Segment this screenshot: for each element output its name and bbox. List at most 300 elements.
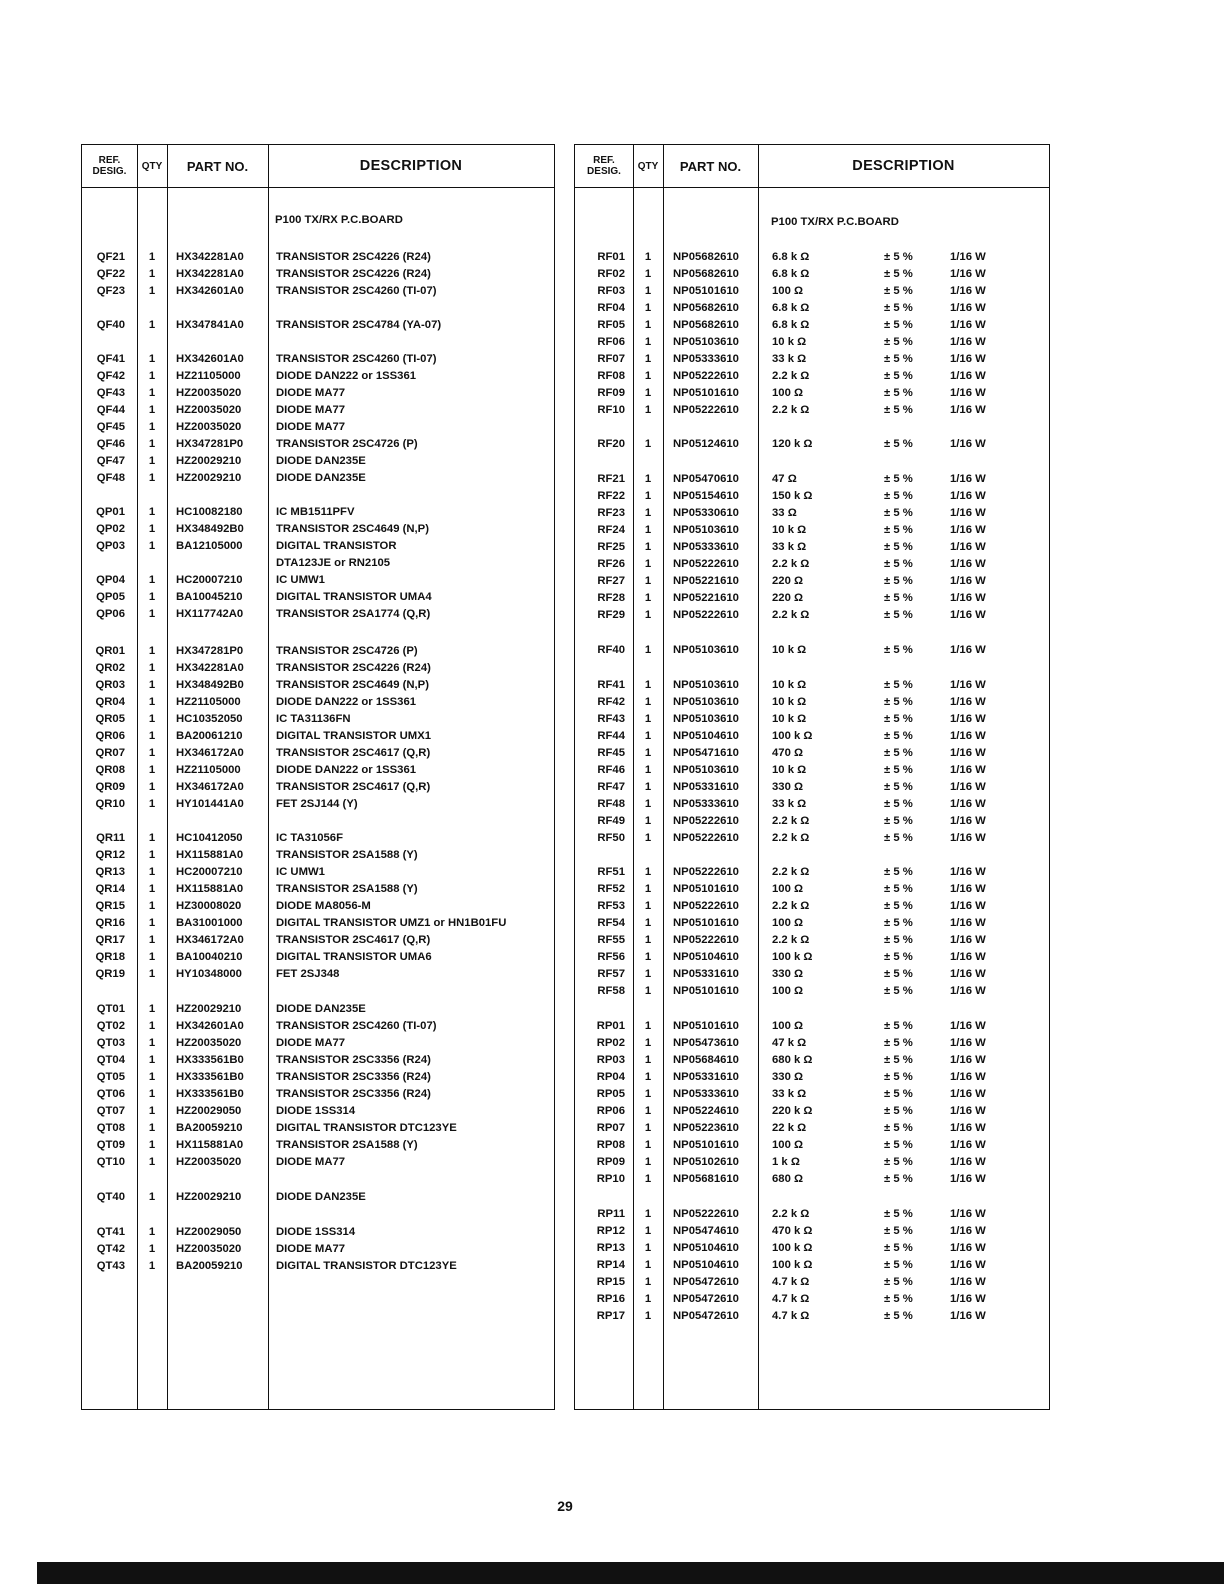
- table-row: [82, 385, 554, 402]
- cell-ref-desig: RP06: [596, 1105, 625, 1117]
- cell-resistance-value: 6.8 k Ω: [772, 302, 810, 314]
- cell-part-no: NP05472610: [673, 1276, 739, 1288]
- cell-qty: 1: [644, 1208, 652, 1220]
- cell-description: TRANSISTOR 2SC4260 (TI-07): [276, 1020, 437, 1032]
- cell-description: TRANSISTOR 2SA1588 (Y): [276, 883, 418, 895]
- cell-tolerance: ± 5 %: [884, 815, 913, 827]
- cell-qty: 1: [644, 1173, 652, 1185]
- cell-tolerance: ± 5 %: [884, 575, 913, 587]
- table-row: [82, 589, 554, 606]
- cell-ref-desig: QP04: [96, 574, 125, 586]
- cell-wattage: 1/16 W: [950, 473, 986, 485]
- cell-resistance-value: 330 Ω: [772, 968, 804, 980]
- table-row: [575, 642, 1049, 659]
- cell-qty: 1: [644, 592, 652, 604]
- table-row: [575, 796, 1049, 813]
- cell-part-no: NP05101610: [673, 985, 739, 997]
- table-row: [575, 1291, 1049, 1308]
- cell-description: TRANSISTOR 2SC3356 (R24): [276, 1071, 431, 1083]
- cell-ref-desig: RF10: [597, 404, 625, 416]
- cell-ref-desig: QR02: [95, 662, 125, 674]
- cell-ref-desig: QR09: [95, 781, 125, 793]
- cell-qty: 1: [644, 1225, 652, 1237]
- table-row: [575, 813, 1049, 830]
- cell-qty: 1: [148, 540, 156, 552]
- cell-description: TRANSISTOR 2SC4617 (Q,R): [276, 934, 431, 946]
- cell-ref-desig: RF25: [597, 541, 625, 553]
- cell-qty: 1: [644, 1259, 652, 1271]
- cell-qty: 1: [148, 1122, 156, 1134]
- cell-resistance-value: 22 k Ω: [772, 1122, 807, 1134]
- cell-ref-desig: RF43: [597, 713, 625, 725]
- cell-tolerance: ± 5 %: [884, 798, 913, 810]
- cell-part-no: NP05221610: [673, 575, 739, 587]
- cell-ref-desig: QP01: [96, 506, 125, 518]
- cell-ref-desig: RF21: [597, 473, 625, 485]
- cell-ref-desig: QF40: [96, 319, 125, 331]
- table-row: [575, 1223, 1049, 1240]
- cell-qty: 1: [148, 319, 156, 331]
- cell-ref-desig: QR18: [95, 951, 125, 963]
- cell-qty: 1: [148, 1037, 156, 1049]
- table-row: [82, 796, 554, 813]
- cell-part-no: HX342281A0: [176, 268, 244, 280]
- cell-resistance-value: 10 k Ω: [772, 713, 807, 725]
- cell-part-no: HC10082180: [176, 506, 243, 518]
- cell-part-no: HX342601A0: [176, 285, 244, 297]
- cell-part-no: HX333561B0: [176, 1088, 244, 1100]
- cell-tolerance: ± 5 %: [884, 1037, 913, 1049]
- cell-tolerance: ± 5 %: [884, 1242, 913, 1254]
- cell-tolerance: ± 5 %: [884, 1225, 913, 1237]
- cell-part-no: NP05101610: [673, 387, 739, 399]
- cell-description: FET 2SJ144 (Y): [276, 798, 358, 810]
- cell-ref-desig: RF44: [597, 730, 625, 742]
- cell-qty: 1: [148, 608, 156, 620]
- cell-description: DIGITAL TRANSISTOR UMA6: [276, 951, 432, 963]
- table-row: [575, 1206, 1049, 1223]
- cell-resistance-value: 100 Ω: [772, 883, 804, 895]
- cell-ref-desig: QT42: [96, 1243, 125, 1255]
- table-row: [82, 1001, 554, 1018]
- cell-qty: 1: [644, 764, 652, 776]
- cell-ref-desig: RF28: [597, 592, 625, 604]
- cell-qty: 1: [148, 934, 156, 946]
- cell-wattage: 1/16 W: [950, 1037, 986, 1049]
- cell-ref-desig: RP07: [596, 1122, 625, 1134]
- cell-qty: 1: [644, 1105, 652, 1117]
- cell-ref-desig: QP02: [96, 523, 125, 535]
- cell-part-no: NP05124610: [673, 438, 739, 450]
- cell-wattage: 1/16 W: [950, 644, 986, 656]
- cell-part-no: NP05470610: [673, 473, 739, 485]
- board-title: P100 TX/RX P.C.BOARD: [275, 214, 403, 226]
- cell-part-no: HX346172A0: [176, 934, 244, 946]
- cell-ref-desig: RP08: [596, 1139, 625, 1151]
- table-row: [82, 728, 554, 745]
- cell-wattage: 1/16 W: [950, 1105, 986, 1117]
- cell-resistance-value: 330 Ω: [772, 1071, 804, 1083]
- cell-resistance-value: 150 k Ω: [772, 490, 813, 502]
- cell-description: TRANSISTOR 2SC4726 (P): [276, 645, 418, 657]
- cell-wattage: 1/16 W: [950, 575, 986, 587]
- cell-part-no: BA31001000: [176, 917, 243, 929]
- table-row: [575, 966, 1049, 983]
- cell-qty: 1: [644, 1037, 652, 1049]
- cell-ref-desig: QR19: [95, 968, 125, 980]
- cell-part-no: HX346172A0: [176, 747, 244, 759]
- cell-description: TRANSISTOR 2SC4260 (TI-07): [276, 353, 437, 365]
- cell-qty: 1: [644, 1156, 652, 1168]
- cell-part-no: BA20061210: [176, 730, 243, 742]
- cell-resistance-value: 100 k Ω: [772, 1259, 813, 1271]
- cell-part-no: NP05473610: [673, 1037, 739, 1049]
- cell-qty: 1: [148, 866, 156, 878]
- cell-part-no: BA20059210: [176, 1260, 243, 1272]
- cell-ref-desig: QR10: [95, 798, 125, 810]
- table-row: [575, 1103, 1049, 1120]
- cell-resistance-value: 33 Ω: [772, 507, 797, 519]
- cell-qty: 1: [148, 1088, 156, 1100]
- cell-resistance-value: 10 k Ω: [772, 696, 807, 708]
- cell-qty: 1: [148, 832, 156, 844]
- table-row: [575, 762, 1049, 779]
- table-row: [82, 1103, 554, 1120]
- cell-part-no: NP05101610: [673, 1020, 739, 1032]
- cell-ref-desig: RF03: [597, 285, 625, 297]
- cell-qty: 1: [148, 1071, 156, 1083]
- cell-resistance-value: 10 k Ω: [772, 524, 807, 536]
- table-row: [575, 1069, 1049, 1086]
- cell-part-no: NP05101610: [673, 883, 739, 895]
- cell-ref-desig: QF48: [96, 472, 125, 484]
- cell-part-no: NP05103610: [673, 696, 739, 708]
- cell-wattage: 1/16 W: [950, 1088, 986, 1100]
- cell-tolerance: ± 5 %: [884, 507, 913, 519]
- cell-ref-desig: QF45: [96, 421, 125, 433]
- table-row: [575, 505, 1049, 522]
- cell-ref-desig: RF41: [597, 679, 625, 691]
- cell-ref-desig: QR05: [95, 713, 125, 725]
- cell-tolerance: ± 5 %: [884, 541, 913, 553]
- cell-ref-desig: QR08: [95, 764, 125, 776]
- cell-ref-desig: RF02: [597, 268, 625, 280]
- cell-qty: 1: [148, 798, 156, 810]
- cell-qty: 1: [148, 1191, 156, 1203]
- table-row: [575, 590, 1049, 607]
- cell-part-no: NP05222610: [673, 370, 739, 382]
- cell-tolerance: ± 5 %: [884, 934, 913, 946]
- cell-qty: 1: [148, 1054, 156, 1066]
- cell-ref-desig: RP10: [596, 1173, 625, 1185]
- table-row: [82, 521, 554, 538]
- cell-ref-desig: RP15: [596, 1276, 625, 1288]
- cell-part-no: HZ20029210: [176, 1003, 242, 1015]
- table-row: [82, 1137, 554, 1154]
- cell-ref-desig: QT07: [96, 1105, 125, 1117]
- cell-part-no: HX342281A0: [176, 251, 244, 263]
- cell-part-no: NP05101610: [673, 917, 739, 929]
- cell-resistance-value: 33 k Ω: [772, 798, 807, 810]
- cell-description: DIGITAL TRANSISTOR UMZ1 or HN1B01FU: [276, 917, 507, 929]
- cell-tolerance: ± 5 %: [884, 1310, 913, 1322]
- table-row: [575, 471, 1049, 488]
- cell-qty: 1: [644, 900, 652, 912]
- cell-part-no: NP05102610: [673, 1156, 739, 1168]
- table-row: [575, 949, 1049, 966]
- cell-qty: 1: [148, 353, 156, 365]
- cell-ref-desig: RF29: [597, 609, 625, 621]
- cell-qty: 1: [644, 370, 652, 382]
- cell-ref-desig: RP04: [596, 1071, 625, 1083]
- header-part-no: PART NO.: [186, 158, 249, 174]
- table-row: [575, 983, 1049, 1000]
- cell-tolerance: ± 5 %: [884, 268, 913, 280]
- cell-wattage: 1/16 W: [950, 815, 986, 827]
- cell-description: IC TA31136FN: [276, 713, 351, 725]
- cell-description: DIODE DAN235E: [276, 1003, 366, 1015]
- cell-tolerance: ± 5 %: [884, 832, 913, 844]
- cell-tolerance: ± 5 %: [884, 883, 913, 895]
- table-row: [82, 694, 554, 711]
- cell-qty: 1: [148, 1020, 156, 1032]
- cell-resistance-value: 220 k Ω: [772, 1105, 813, 1117]
- cell-tolerance: ± 5 %: [884, 319, 913, 331]
- table-row: [575, 1137, 1049, 1154]
- cell-qty: 1: [148, 438, 156, 450]
- cell-description: TRANSISTOR 2SA1588 (Y): [276, 849, 418, 861]
- table-row: [575, 898, 1049, 915]
- cell-qty: 1: [148, 472, 156, 484]
- cell-ref-desig: RF46: [597, 764, 625, 776]
- cell-ref-desig: RP14: [596, 1259, 625, 1271]
- cell-qty: 1: [148, 696, 156, 708]
- cell-resistance-value: 4.7 k Ω: [772, 1310, 810, 1322]
- cell-qty: 1: [644, 815, 652, 827]
- cell-wattage: 1/16 W: [950, 370, 986, 382]
- table-row: [575, 1086, 1049, 1103]
- cell-qty: 1: [644, 883, 652, 895]
- cell-ref-desig: QT40: [96, 1191, 125, 1203]
- cell-wattage: 1/16 W: [950, 883, 986, 895]
- table-row: [575, 556, 1049, 573]
- cell-ref-desig: RP13: [596, 1242, 625, 1254]
- cell-description: DIODE MA77: [276, 1156, 346, 1168]
- cell-tolerance: ± 5 %: [884, 473, 913, 485]
- cell-part-no: BA10045210: [176, 591, 243, 603]
- table-row: [575, 334, 1049, 351]
- cell-wattage: 1/16 W: [950, 679, 986, 691]
- cell-resistance-value: 100 Ω: [772, 985, 804, 997]
- cell-ref-desig: QF46: [96, 438, 125, 450]
- cell-description: TRANSISTOR 2SC4617 (Q,R): [276, 781, 431, 793]
- cell-wattage: 1/16 W: [950, 1139, 986, 1151]
- cell-wattage: 1/16 W: [950, 404, 986, 416]
- cell-resistance-value: 6.8 k Ω: [772, 268, 810, 280]
- cell-description: IC UMW1: [276, 866, 325, 878]
- cell-qty: 1: [148, 404, 156, 416]
- cell-qty: 1: [644, 917, 652, 929]
- table-row: [575, 864, 1049, 881]
- cell-qty: 1: [148, 591, 156, 603]
- cell-description: DIODE DAN235E: [276, 1191, 366, 1203]
- table-row: [575, 368, 1049, 385]
- table-row: [575, 402, 1049, 419]
- table-row: [82, 966, 554, 983]
- cell-wattage: 1/16 W: [950, 285, 986, 297]
- header-qty: QTY: [637, 160, 659, 172]
- cell-qty: 1: [644, 832, 652, 844]
- table-row: [575, 694, 1049, 711]
- cell-ref-desig: RF20: [597, 438, 625, 450]
- cell-ref-desig: RF53: [597, 900, 625, 912]
- cell-qty: 1: [148, 268, 156, 280]
- cell-tolerance: ± 5 %: [884, 1122, 913, 1134]
- cell-description: DIODE DAN222 or 1SS361: [276, 696, 417, 708]
- cell-qty: 1: [644, 951, 652, 963]
- cell-ref-desig: QR07: [95, 747, 125, 759]
- cell-part-no: HY10348000: [176, 968, 242, 980]
- cell-ref-desig: QF23: [96, 285, 125, 297]
- cell-wattage: 1/16 W: [950, 951, 986, 963]
- cell-part-no: NP05682610: [673, 302, 739, 314]
- table-row: [82, 1069, 554, 1086]
- cell-ref-desig: RP01: [596, 1020, 625, 1032]
- cell-qty: 1: [148, 900, 156, 912]
- cell-resistance-value: 220 Ω: [772, 575, 804, 587]
- cell-description: DIODE MA77: [276, 387, 346, 399]
- cell-ref-desig: QT08: [96, 1122, 125, 1134]
- cell-resistance-value: 33 k Ω: [772, 353, 807, 365]
- cell-part-no: HX347281P0: [176, 438, 244, 450]
- cell-qty: 1: [644, 713, 652, 725]
- cell-resistance-value: 10 k Ω: [772, 764, 807, 776]
- cell-wattage: 1/16 W: [950, 1071, 986, 1083]
- cell-part-no: HC10352050: [176, 713, 243, 725]
- cell-resistance-value: 330 Ω: [772, 781, 804, 793]
- cell-qty: 1: [644, 1054, 652, 1066]
- cell-ref-desig: QR16: [95, 917, 125, 929]
- cell-wattage: 1/16 W: [950, 302, 986, 314]
- cell-wattage: 1/16 W: [950, 353, 986, 365]
- cell-part-no: NP05222610: [673, 866, 739, 878]
- table-row: [82, 779, 554, 796]
- cell-ref-desig: RP03: [596, 1054, 625, 1066]
- cell-ref-desig: RP02: [596, 1037, 625, 1049]
- cell-qty: 1: [644, 696, 652, 708]
- cell-part-no: NP05681610: [673, 1173, 739, 1185]
- cell-qty: 1: [148, 645, 156, 657]
- cell-description: DIGITAL TRANSISTOR DTC123YE: [276, 1122, 457, 1134]
- cell-ref-desig: QR11: [96, 832, 125, 844]
- cell-qty: 1: [644, 1122, 652, 1134]
- cell-part-no: NP05221610: [673, 592, 739, 604]
- table-row: [575, 436, 1049, 453]
- table-row: [82, 1258, 554, 1275]
- cell-part-no: HX115881A0: [176, 1139, 244, 1151]
- cell-ref-desig: RF42: [597, 696, 625, 708]
- cell-ref-desig: QP05: [96, 591, 125, 603]
- cell-wattage: 1/16 W: [950, 438, 986, 450]
- table-row: [575, 522, 1049, 539]
- cell-description: TRANSISTOR 2SC3356 (R24): [276, 1088, 431, 1100]
- table-row: [575, 1154, 1049, 1171]
- cell-tolerance: ± 5 %: [884, 644, 913, 656]
- cell-resistance-value: 47 Ω: [772, 473, 797, 485]
- table-row: [575, 1120, 1049, 1137]
- cell-part-no: HX342281A0: [176, 662, 244, 674]
- cell-part-no: NP05333610: [673, 353, 739, 365]
- cell-qty: 1: [644, 575, 652, 587]
- table-row: [575, 1274, 1049, 1291]
- cell-qty: 1: [148, 1003, 156, 1015]
- table-row: [575, 932, 1049, 949]
- cell-description: DIODE DAN222 or 1SS361: [276, 370, 417, 382]
- cell-resistance-value: 10 k Ω: [772, 679, 807, 691]
- cell-description: IC UMW1: [276, 574, 325, 586]
- table-row: [82, 949, 554, 966]
- cell-qty: 1: [644, 798, 652, 810]
- cell-ref-desig: RP17: [596, 1310, 625, 1322]
- cell-tolerance: ± 5 %: [884, 370, 913, 382]
- cell-qty: 1: [148, 1105, 156, 1117]
- cell-ref-desig: QT09: [96, 1139, 125, 1151]
- table-row: [575, 249, 1049, 266]
- cell-part-no: HX347281P0: [176, 645, 244, 657]
- cell-tolerance: ± 5 %: [884, 781, 913, 793]
- table-row: [82, 283, 554, 300]
- cell-part-no: NP05101610: [673, 285, 739, 297]
- table-row: [82, 453, 554, 470]
- cell-resistance-value: 100 Ω: [772, 917, 804, 929]
- cell-ref-desig: RF26: [597, 558, 625, 570]
- table-row: [575, 283, 1049, 300]
- cell-part-no: NP05682610: [673, 251, 739, 263]
- cell-qty: 1: [148, 370, 156, 382]
- cell-ref-desig: QR15: [95, 900, 125, 912]
- cell-qty: 1: [644, 387, 652, 399]
- table-row: [82, 419, 554, 436]
- cell-wattage: 1/16 W: [950, 1225, 986, 1237]
- cell-part-no: NP05472610: [673, 1310, 739, 1322]
- table-row: [82, 266, 554, 283]
- cell-ref-desig: QF22: [96, 268, 125, 280]
- cell-qty: 1: [644, 438, 652, 450]
- header-ref-desig: REF. DESIG.: [587, 155, 621, 177]
- cell-qty: 1: [644, 730, 652, 742]
- cell-tolerance: ± 5 %: [884, 985, 913, 997]
- cell-resistance-value: 100 k Ω: [772, 730, 813, 742]
- cell-tolerance: ± 5 %: [884, 917, 913, 929]
- cell-qty: 1: [644, 609, 652, 621]
- cell-qty: 1: [148, 917, 156, 929]
- cell-tolerance: ± 5 %: [884, 1139, 913, 1151]
- cell-wattage: 1/16 W: [950, 524, 986, 536]
- cell-qty: 1: [644, 302, 652, 314]
- table-row: [82, 1241, 554, 1258]
- table-row: [82, 898, 554, 915]
- cell-qty: 1: [148, 285, 156, 297]
- cell-tolerance: ± 5 %: [884, 679, 913, 691]
- cell-part-no: BA20059210: [176, 1122, 243, 1134]
- cell-ref-desig: QT41: [96, 1226, 125, 1238]
- cell-wattage: 1/16 W: [950, 541, 986, 553]
- table-row: [575, 1240, 1049, 1257]
- cell-part-no: NP05333610: [673, 541, 739, 553]
- cell-qty: 1: [644, 1020, 652, 1032]
- cell-tolerance: ± 5 %: [884, 1173, 913, 1185]
- table-row: [575, 881, 1049, 898]
